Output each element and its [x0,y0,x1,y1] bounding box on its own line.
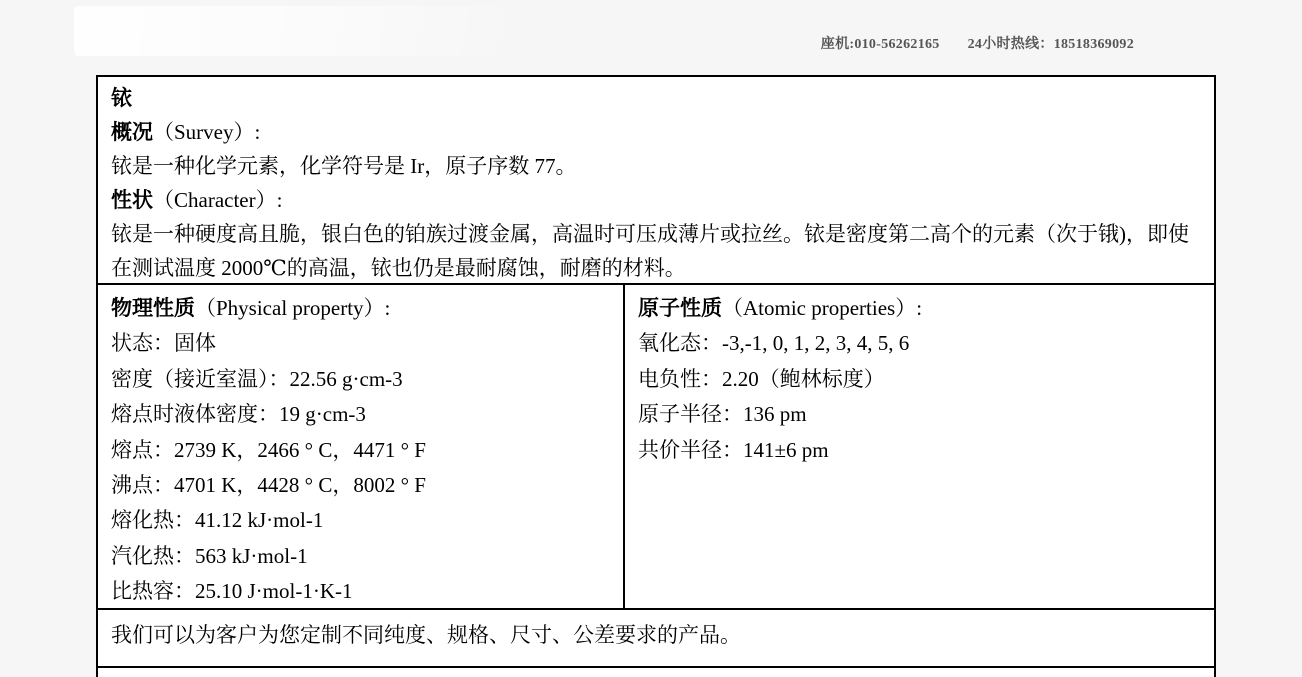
physical-label: 物理性质 [111,296,195,320]
property-row: 熔化热：41.12 kJ·mol-1 [111,508,324,533]
property-row: 沸点：4701 K，4428 ° C，8002 ° F [111,473,426,498]
custom-note-text: 我们可以为客户为您定制不同纯度、规格、尺寸、公差要求的产品。 [111,623,741,647]
survey-suffix: （Survey）: [153,120,261,144]
intro-section [98,77,1214,285]
physical-properties-column [98,285,625,608]
property-row: 密度（接近室温）：22.56 g·cm-3 [111,366,403,391]
atomic-suffix: （Atomic properties）: [722,296,923,320]
property-row: 电负性：2.20（鲍林标度） [638,366,885,391]
page-title: 铱 [111,86,132,110]
property-row: 共价半径：141±6 pm [638,437,829,462]
contact-header [821,33,1134,53]
atomic-label: 原子性质 [638,296,722,320]
property-row: 原子半径：136 pm [638,402,807,427]
property-row: 熔点时液体密度：19 g·cm-3 [111,402,366,427]
survey-text: 铱是一种化学元素，化学符号是 Ir，原子序数 77。 [111,154,577,178]
atomic-properties-column [625,285,1214,608]
landline-number: 座机:010-56262165 [820,37,940,52]
property-row: 比热容：25.10 J·mol-1·K-1 [111,579,353,604]
document-table [96,75,1216,677]
character-text: 铱是一种硬度高且脆，银白色的铂族过渡金属，高温时可压成薄片或拉丝。铱是密度第二高个的元素（次于锇)，即使在测试温度 2000℃的高温，铱也仍是最耐腐蚀，耐磨的材料。 [111,222,1189,280]
survey-heading [111,115,1200,149]
hotline-number: 24小时热线：18518369092 [967,37,1134,52]
character-heading [111,183,1200,217]
properties-columns [98,285,1214,610]
survey-label: 概况 [111,120,153,144]
property-row: 状态：固体 [111,331,216,356]
property-row: 熔点：2739 K，2466 ° C，4471 ° F [111,437,426,462]
physical-heading [111,291,609,326]
custom-note-row [98,610,1214,668]
property-row: 氧化态：-3,-1, 0, 1, 2, 3, 4, 5, 6 [638,331,910,356]
property-row: 汽化热：563 kJ·mol-1 [111,543,308,568]
character-label: 性状 [111,188,153,212]
physical-suffix: （Physical property）: [195,296,391,320]
faded-logo-area [74,6,524,56]
atomic-heading [638,291,1200,326]
character-suffix: （Character）: [153,188,283,212]
